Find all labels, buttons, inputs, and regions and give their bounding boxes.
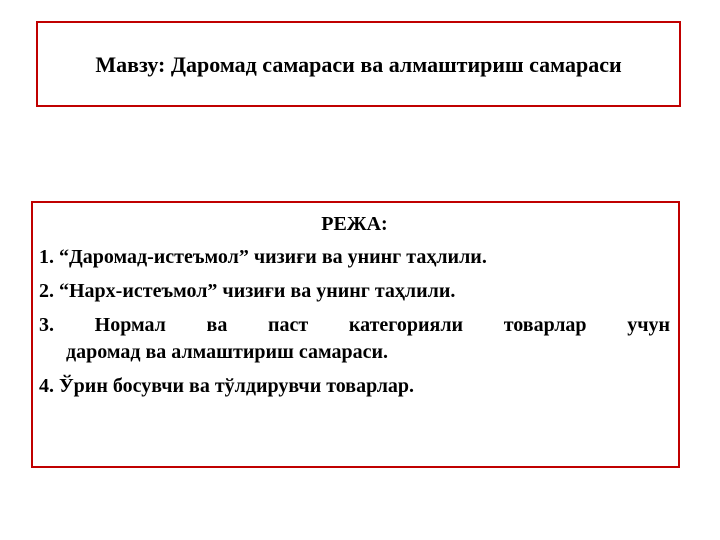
plan-item-3-continued: даромад ва алмаштириш самараси. — [66, 341, 389, 363]
plan-frame — [31, 201, 680, 468]
plan-item-2: 2. “Нарх-истеъмол” чизиғи ва унинг таҳлили. — [39, 280, 456, 302]
slide-title: Мавзу: Даромад самараси ва алмаштириш самараси — [95, 51, 622, 77]
title-frame — [36, 21, 681, 107]
plan-item-4: 4. Ўрин босувчи ва тўлдирувчи товарлар. — [39, 375, 415, 397]
plan-heading: РЕЖА: — [321, 213, 388, 235]
plan-item-3: 3. Нормал ва паст категорияли товарлар учун — [39, 314, 670, 336]
plan-item-1: 1. “Даромад-истеъмол” чизиғи ва унинг таҳлили. — [39, 246, 487, 268]
